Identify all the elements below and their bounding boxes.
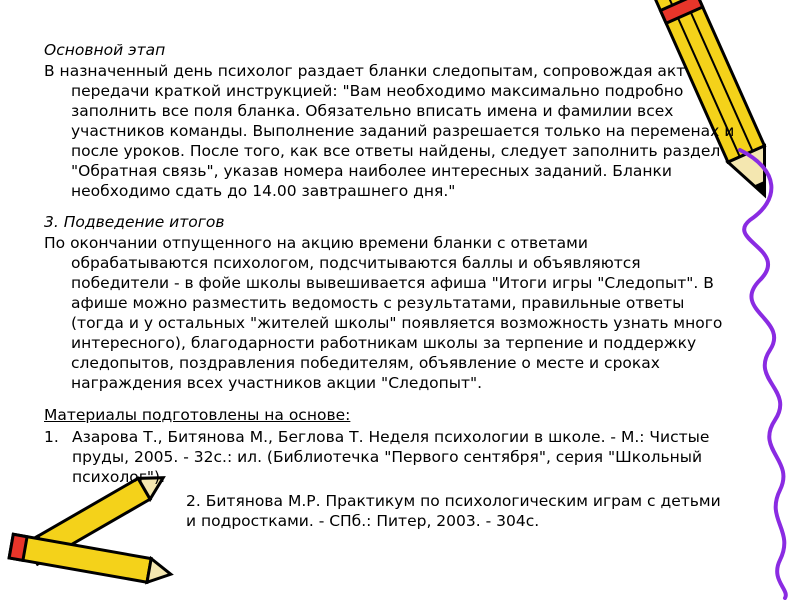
reference-line: психолог").	[72, 468, 166, 486]
text-line: (тогда и у остальных "жителей школы" появляется возможность узнать много	[71, 314, 723, 332]
scribble-right-icon	[720, 140, 800, 600]
text-line: заполнить все поля бланка. Обязательно вписать имена и фамилии всех	[71, 102, 674, 120]
text-line: необходимо сдать до 14.00 завтрашнего дня."	[71, 182, 456, 200]
text-line: В назначенный день психолог раздает бланки следопытам, сопровождая акт	[44, 62, 686, 80]
text-line: передачи краткой инструкцией: "Вам необходимо максимально подробно	[71, 82, 684, 100]
text-line: победители - в фойе школы вывешивается афиша "Итоги игры "Следопыт". В	[71, 274, 714, 292]
text-line: афише можно разместить ведомость с результатами, правильные ответы	[71, 294, 685, 312]
section-main-heading: Основной этап	[44, 41, 166, 59]
section-results-text	[44, 233, 724, 393]
text-line: обрабатываются психологом, подсчитываются баллы и объявляются	[71, 254, 641, 272]
reference-line: 2. Битянова М.Р. Практикум по психологическим играм с детьми	[186, 492, 721, 510]
reference-item-2	[186, 491, 721, 531]
text-line: после уроков. После того, как все ответы найдены, следует заполнить раздел	[71, 142, 721, 160]
reference-line: пруды, 2005. - 32с.: ил. (Библиотечка "Первого сентября", серия "Школьный	[72, 448, 703, 466]
text-line: следопытов, поздравления победителям, объявление о месте и сроках	[71, 354, 660, 372]
text-line: "Обратная связь", указав номера наиболее интересных заданий. Бланки	[71, 162, 672, 180]
text-line: интересного), благодарности работникам школы за терпение и поддержку	[71, 334, 697, 352]
section-results-heading: 3. Подведение итогов	[44, 213, 225, 231]
reference-line: и подростками. - СПб.: Питер, 2003. - 304с.	[186, 512, 540, 530]
section-main-text	[44, 61, 735, 201]
text-line: По окончании отпущенного на акцию времени бланки с ответами	[44, 234, 588, 252]
text-line: награждения всех участников акции "Следопыт".	[71, 374, 483, 392]
reference-line: Азарова Т., Битянова М., Беглова Т. Неделя психологии в школе. - М.: Чистые	[72, 428, 710, 446]
pencils-bottom-left-icon	[0, 470, 180, 600]
reference-number: 1.	[44, 428, 59, 446]
text-line: участников команды. Выполнение заданий разрешается только на переменах и	[71, 122, 735, 140]
materials-heading: Материалы подготовлены на основе:	[44, 406, 351, 424]
